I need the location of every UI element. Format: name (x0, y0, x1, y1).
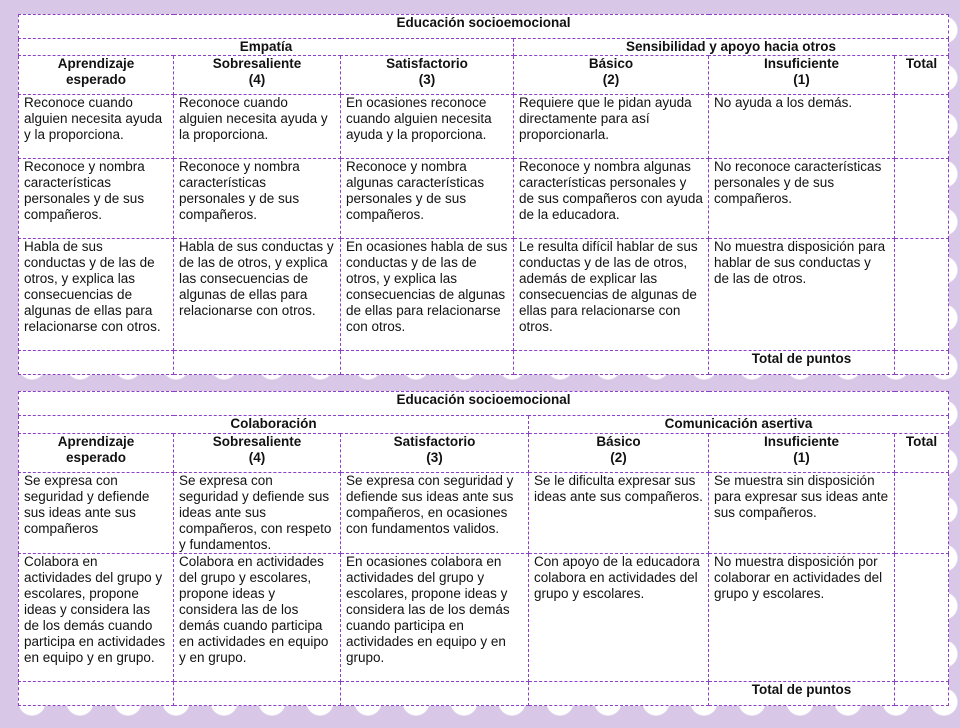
cell-total[interactable] (895, 159, 949, 239)
header-sobresaliente: Sobresaliente (4) (174, 56, 341, 95)
total-row (19, 351, 949, 375)
cell-total[interactable] (895, 554, 949, 682)
total-points-cell[interactable] (895, 682, 949, 706)
header-insuficiente: Insuficiente (1) (709, 434, 895, 473)
table-row (19, 159, 949, 239)
cell-aprendizaje: Reconoce y nombra características personales y de sus compañeros. (19, 159, 174, 239)
cell-insuficiente: No reconoce características personales y de sus compañeros. (709, 159, 895, 239)
cell-total[interactable] (895, 473, 949, 554)
header-aprendizaje: Aprendizaje esperado (19, 434, 174, 473)
table-row (19, 95, 949, 159)
cell-empty (341, 351, 514, 375)
cell-satisfactorio: En ocasiones reconoce cuando alguien necesita ayuda y la proporciona. (341, 95, 514, 159)
cell-aprendizaje: Reconoce cuando alguien necesita ayuda y la proporciona. (19, 95, 174, 159)
cell-total[interactable] (895, 239, 949, 351)
cell-sobresaliente: Se expresa con seguridad y defiende sus ideas ante sus compañeros, con respeto y fundamentos. (174, 473, 341, 554)
cell-insuficiente: Se muestra sin disposición para expresar sus ideas ante sus compañeros. (709, 473, 895, 554)
total-row (19, 682, 949, 706)
header-satisfactorio: Satisfactorio (3) (341, 434, 529, 473)
total-points-label: Total de puntos (709, 351, 895, 375)
table-title: Educación socioemocional (19, 15, 949, 39)
cell-sobresaliente: Colabora en actividades del grupo y escolares, propone ideas y considera las de los demás cuando participa en actividades en equipo y en grupo. (174, 554, 341, 682)
header-basico: Básico (2) (514, 56, 709, 95)
cell-total[interactable] (895, 95, 949, 159)
cell-empty (174, 351, 341, 375)
cell-satisfactorio: Reconoce y nombra algunas características personales y de sus compañeros. (341, 159, 514, 239)
group-header-colaboracion: Colaboración (19, 416, 529, 434)
group-header-sensibilidad: Sensibilidad y apoyo hacia otros (514, 39, 949, 56)
cell-basico: Le resulta difícil hablar de sus conductas y de las de otros, además de explicar las consecuencias de algunas de ellas para relacionarse con otros. (514, 239, 709, 351)
total-points-label: Total de puntos (709, 682, 895, 706)
cell-insuficiente: No muestra disposición para hablar de sus conductas y de las de otros. (709, 239, 895, 351)
cell-empty (514, 351, 709, 375)
cell-empty (19, 351, 174, 375)
cell-basico: Requiere que le pidan ayuda directamente para así proporcionarla. (514, 95, 709, 159)
cell-sobresaliente: Reconoce cuando alguien necesita ayuda y la proporciona. (174, 95, 341, 159)
cell-sobresaliente: Reconoce y nombra características personales y de sus compañeros. (174, 159, 341, 239)
cell-aprendizaje: Colabora en actividades del grupo y escolares, propone ideas y considera las de los demás cuando participa en actividades en equipo y en grupo. (19, 554, 174, 682)
cell-aprendizaje: Se expresa con seguridad y defiende sus ideas ante sus compañeros (19, 473, 174, 554)
header-sobresaliente: Sobresaliente (4) (174, 434, 341, 473)
cell-satisfactorio: En ocasiones colabora en actividades del grupo y escolares, propone ideas y considera las de los demás cuando participa en actividades en equipo y en grupo. (341, 554, 529, 682)
cell-basico: Reconoce y nombra algunas características personales y de sus compañeros con ayuda de la educadora. (514, 159, 709, 239)
table-row (19, 554, 949, 682)
cell-basico: Se le dificulta expresar sus ideas ante sus compañeros. (529, 473, 709, 554)
header-total: Total (895, 56, 949, 95)
cell-satisfactorio: Se expresa con seguridad y defiende sus ideas ante sus compañeros, en ocasiones con fundamentos validos. (341, 473, 529, 554)
rubric-table-colaboracion (18, 391, 949, 706)
cell-insuficiente: No ayuda a los demás. (709, 95, 895, 159)
header-insuficiente: Insuficiente (1) (709, 56, 895, 95)
table-row (19, 239, 949, 351)
cell-empty (174, 682, 341, 706)
cell-sobresaliente: Habla de sus conductas y de las de otros, y explica las consecuencias de algunas de ellas para relacionarse con otros. (174, 239, 341, 351)
cell-empty (529, 682, 709, 706)
cell-insuficiente: No muestra disposición por colaborar en actividades del grupo y escolares. (709, 554, 895, 682)
group-header-empatia: Empatía (19, 39, 514, 56)
header-basico: Básico (2) (529, 434, 709, 473)
group-header-comunicacion: Comunicación asertiva (529, 416, 949, 434)
cell-empty (19, 682, 174, 706)
header-total: Total (895, 434, 949, 473)
cell-aprendizaje: Habla de sus conductas y de las de otros, y explica las consecuencias de algunas de ellas para relacionarse con otros. (19, 239, 174, 351)
table-title: Educación socioemocional (19, 392, 949, 416)
total-points-cell[interactable] (895, 351, 949, 375)
cell-satisfactorio: En ocasiones habla de sus conductas y de las de otros, y explica las consecuencias de algunas de ellas para relacionarse con otros. (341, 239, 514, 351)
cell-empty (341, 682, 529, 706)
rubric-table-empatia (18, 14, 949, 375)
header-aprendizaje: Aprendizaje esperado (19, 56, 174, 95)
cell-basico: Con apoyo de la educadora colabora en actividades del grupo y escolares. (529, 554, 709, 682)
header-satisfactorio: Satisfactorio (3) (341, 56, 514, 95)
table-row (19, 473, 949, 554)
